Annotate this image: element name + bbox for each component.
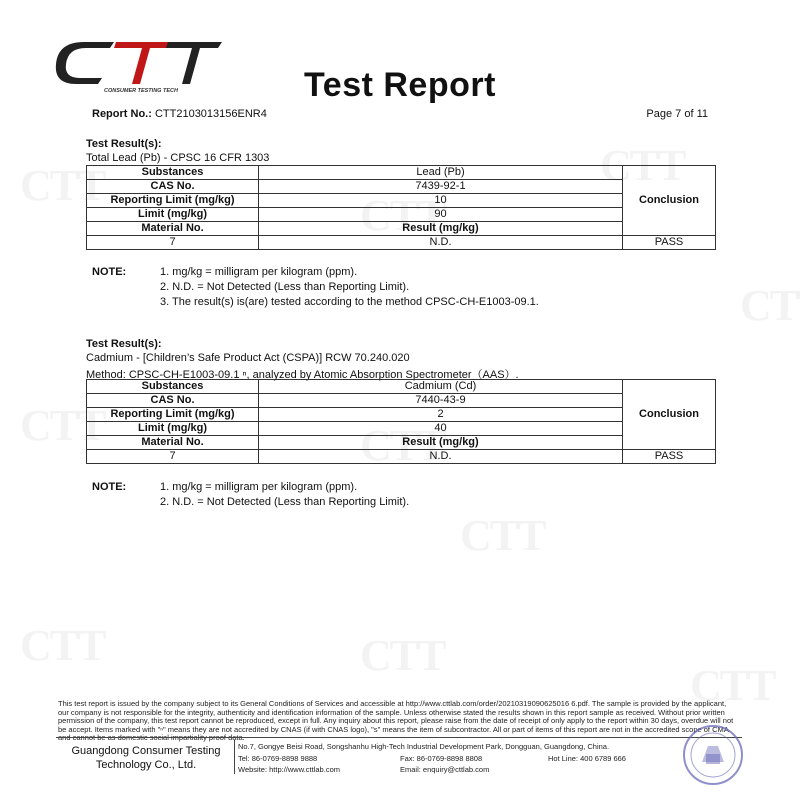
- table-row: [87, 166, 716, 180]
- company-line2: Technology Co., Ltd.: [95, 759, 197, 771]
- page-title: Test Report: [304, 66, 496, 104]
- row-value: Result (mg/kg): [259, 222, 623, 236]
- table-row: [87, 422, 716, 436]
- report-no-label: Report No.:: [92, 108, 152, 120]
- row-value: Result (mg/kg): [259, 436, 623, 450]
- watermark: [460, 510, 544, 561]
- row-value: Cadmium (Cd): [259, 380, 623, 394]
- conclusion-value: PASS: [623, 450, 716, 464]
- table-row: [87, 208, 716, 222]
- material-no: 7: [87, 450, 259, 464]
- row-value: 90: [259, 208, 623, 222]
- row-label: CAS No.: [87, 394, 259, 408]
- row-label: Reporting Limit (mg/kg): [87, 408, 259, 422]
- row-label: Reporting Limit (mg/kg): [87, 194, 259, 208]
- section2-subtitle: Cadmium - [Children’s Safe Product Act (CSPA)] RCW 70.240.020: [86, 352, 410, 364]
- row-value: Lead (Pb): [259, 166, 623, 180]
- result-value: N.D.: [259, 450, 623, 464]
- note-item: 1. mg/kg = milligram per kilogram (ppm).: [160, 266, 358, 278]
- row-label: Limit (mg/kg): [87, 208, 259, 222]
- section1-heading: Test Result(s):: [86, 138, 162, 150]
- table-row: [87, 236, 716, 250]
- row-label: Material No.: [87, 436, 259, 450]
- table-row: [87, 380, 716, 394]
- footer-vertical-divider: [234, 740, 235, 774]
- method-text: : CPSC-CH-E1003-09.1 ⁿ, analyzed by Atomic Absorption Spectrometer（AAS）.: [122, 369, 519, 381]
- report-no: CTT2103013156ENR4: [154, 108, 267, 120]
- watermark: [20, 620, 104, 671]
- section1-subtitle: Total Lead (Pb) - CPSC 16 CFR 1303: [86, 152, 270, 164]
- conclusion-header: Conclusion: [623, 380, 716, 450]
- method-label: Method: [86, 369, 123, 381]
- conclusion-value: PASS: [623, 236, 716, 250]
- row-value: 7440-43-9: [259, 394, 623, 408]
- note-list: [160, 265, 539, 310]
- row-label: Substances: [87, 380, 259, 394]
- table-row: [87, 180, 716, 194]
- table-row: [87, 222, 716, 236]
- note-item: 2. N.D. = Not Detected (Less than Reporting Limit).: [160, 281, 410, 293]
- address: No.7, Gongye Beisi Road, Songshanhu High-Tech Industrial Development Park, Dongguan, Guangdong, China.: [238, 742, 610, 751]
- hotline: Hot Line: 400 6789 666: [548, 754, 626, 763]
- note-label: NOTE:: [92, 481, 127, 493]
- conclusion-header: Conclusion: [623, 166, 716, 236]
- row-label: Limit (mg/kg): [87, 422, 259, 436]
- official-seal-stamp: [682, 724, 744, 786]
- row-label: CAS No.: [87, 180, 259, 194]
- watermark: [740, 280, 800, 331]
- row-value: 40: [259, 422, 623, 436]
- cadmium-result-table: [86, 379, 716, 464]
- note-label: NOTE:: [92, 266, 127, 278]
- report-header: [92, 108, 708, 120]
- table-row: [87, 408, 716, 422]
- note-item: 3. The result(s) is(are) tested according to the method CPSC-CH-E1003-09.1.: [160, 296, 539, 308]
- company-line1: Guangdong Consumer Testing: [71, 745, 221, 757]
- row-value: 7439-92-1: [259, 180, 623, 194]
- row-label: Substances: [87, 166, 259, 180]
- table-row: [87, 194, 716, 208]
- website: Website: http://www.cttlab.com: [238, 765, 340, 774]
- result-value: N.D.: [259, 236, 623, 250]
- note-list: [160, 480, 409, 510]
- row-label: Material No.: [87, 222, 259, 236]
- footer-disclaimer: This test report is issued by the company subject to its General Conditions of Services and accessible at http://www.cttlab.com/order/20210319090625016 6.pdf. The sample is provided by the applicant, our company is not responsible for the integrity, authenticity and identification information of the sample. Unless otherwise stated the results shown in this report sample as received. Without prior written permission of the company, this test report cannot be reproduced, except in full. Any inquiry about this report, please raise from the date of receipt of only apply to the report within 30 days, overdue will not be accept. Items marked with "ⁿ" means they are not accredited by CNAS (if with CNAS logo), "s" means the item of subcontractor. All or part of items of this report are not in the accredited scope of CMA and cannot be as domestic social impartiality proof data.: [58, 699, 734, 742]
- logo-tagline: CONSUMER TESTING TECH: [104, 88, 178, 94]
- fax: Fax: 86-0769-8898 8808: [400, 754, 483, 763]
- table-row: [87, 394, 716, 408]
- company-name: [56, 744, 236, 772]
- material-no: 7: [87, 236, 259, 250]
- watermark: [360, 630, 444, 681]
- footer-divider: [56, 737, 742, 738]
- section2-heading: Test Result(s):: [86, 338, 162, 350]
- note-item: 2. N.D. = Not Detected (Less than Reporting Limit).: [160, 496, 410, 508]
- page-number: Page 7 of 11: [646, 108, 708, 120]
- row-value: 2: [259, 408, 623, 422]
- note-item: 1. mg/kg = milligram per kilogram (ppm).: [160, 481, 358, 493]
- table-row: [87, 436, 716, 450]
- row-value: 10: [259, 194, 623, 208]
- table-row: [87, 450, 716, 464]
- email: Email: enquiry@cttlab.com: [400, 765, 490, 774]
- tel: Tel: 86-0769-8898 9888: [238, 754, 318, 763]
- lead-result-table: [86, 165, 716, 250]
